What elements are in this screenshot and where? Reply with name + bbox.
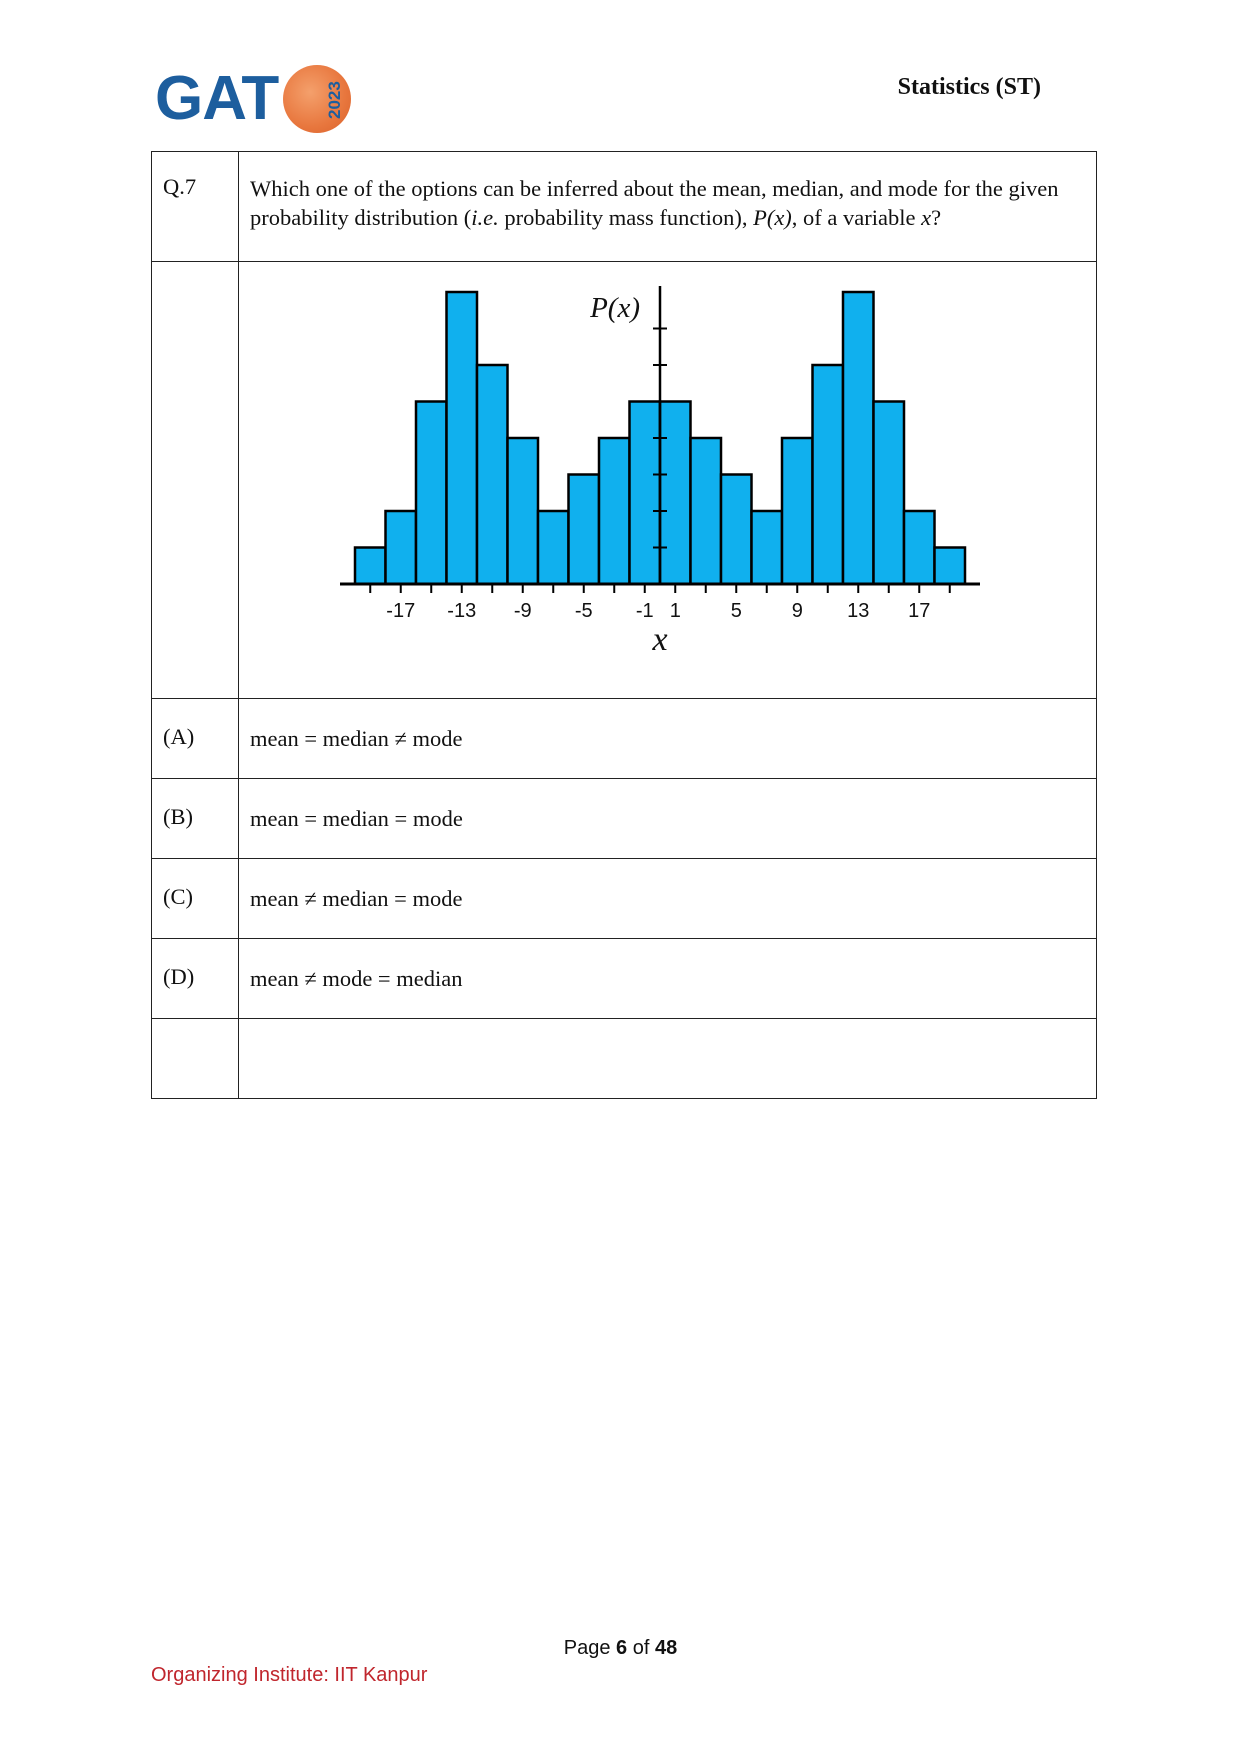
page-number <box>0 1637 1241 1660</box>
answer-row <box>152 1019 1097 1099</box>
answer-row-cell <box>239 1019 1097 1099</box>
question-text-x: x <box>921 205 932 230</box>
histogram-bar <box>752 511 783 584</box>
x-tick-label: -1 <box>635 600 654 622</box>
option-label-a: (A) <box>152 699 239 779</box>
histogram-bar <box>538 511 569 584</box>
histogram-bar <box>630 402 661 585</box>
x-tick-label: -9 <box>513 600 532 622</box>
histogram-bar <box>508 438 539 584</box>
histogram-bar <box>935 548 966 585</box>
histogram-bar <box>477 365 508 584</box>
question-text-ie: i.e. <box>471 205 499 230</box>
histogram-bar <box>416 402 447 585</box>
histogram-bar <box>569 475 600 585</box>
histogram-bar <box>691 438 722 584</box>
question-text-px: P(x) <box>753 205 792 230</box>
histogram-bar <box>386 511 417 584</box>
option-row-a[interactable] <box>152 699 1097 779</box>
question-text-part: probability mass function), <box>498 205 754 230</box>
page-total: 48 <box>654 1637 678 1659</box>
histogram-bar <box>355 548 386 585</box>
question-row <box>152 152 1097 262</box>
x-tick-label: -5 <box>574 600 593 622</box>
option-label-c: (C) <box>152 859 239 939</box>
x-tick-label: 5 <box>730 600 742 622</box>
question-text-part: ? <box>931 205 942 230</box>
histogram-bar <box>843 292 874 584</box>
histogram-bar <box>904 511 935 584</box>
question-text <box>239 152 1097 262</box>
option-label-b: (B) <box>152 779 239 859</box>
gate-logo <box>155 62 355 137</box>
question-table <box>151 151 1097 1099</box>
subject-title: Statistics (ST) <box>897 74 1041 100</box>
x-tick-label: 9 <box>791 600 803 622</box>
histogram-bar <box>599 438 630 584</box>
option-text-c: mean ≠ median = mode <box>239 859 1097 939</box>
option-label-d: (D) <box>152 939 239 1019</box>
x-tick-label: 17 <box>908 600 931 622</box>
logo-year: 2023 <box>325 81 344 119</box>
x-tick-label: 13 <box>847 600 870 622</box>
question-text-part: , of a variable <box>791 205 922 230</box>
histogram-bar <box>721 475 752 585</box>
chart-row <box>152 262 1097 699</box>
organizing-institute: Organizing Institute: IIT Kanpur <box>151 1664 428 1686</box>
histogram-bar <box>813 365 844 584</box>
histogram-bar <box>447 292 478 584</box>
histogram-bar <box>874 402 905 585</box>
histogram-chart <box>239 262 1096 692</box>
option-text-d: mean ≠ mode = median <box>239 939 1097 1019</box>
chart-row-empty-cell <box>152 262 239 699</box>
option-row-b[interactable] <box>152 779 1097 859</box>
page-prefix: Page <box>563 1637 617 1659</box>
question-number: Q.7 <box>152 152 239 262</box>
histogram-bar <box>782 438 813 584</box>
option-text-b: mean = median = mode <box>239 779 1097 859</box>
x-tick-label: -17 <box>386 600 416 622</box>
question-text-part: Which one of the options can be inferred about the mean, median, and mode for the given probability distribution ( <box>250 176 1059 230</box>
option-text-a: mean = median ≠ mode <box>239 699 1097 779</box>
page-of: of <box>627 1637 655 1659</box>
x-axis-label: x <box>652 621 668 658</box>
x-tick-label: -13 <box>447 600 477 622</box>
page-current: 6 <box>616 1637 628 1659</box>
histogram-bar <box>660 402 691 585</box>
logo-text: GAT <box>155 64 279 133</box>
chart-cell <box>239 262 1097 699</box>
answer-row-empty-cell <box>152 1019 239 1099</box>
option-row-c[interactable] <box>152 859 1097 939</box>
y-axis-label: P(x) <box>590 292 640 324</box>
x-tick-label: 1 <box>669 600 681 622</box>
option-row-d[interactable] <box>152 939 1097 1019</box>
